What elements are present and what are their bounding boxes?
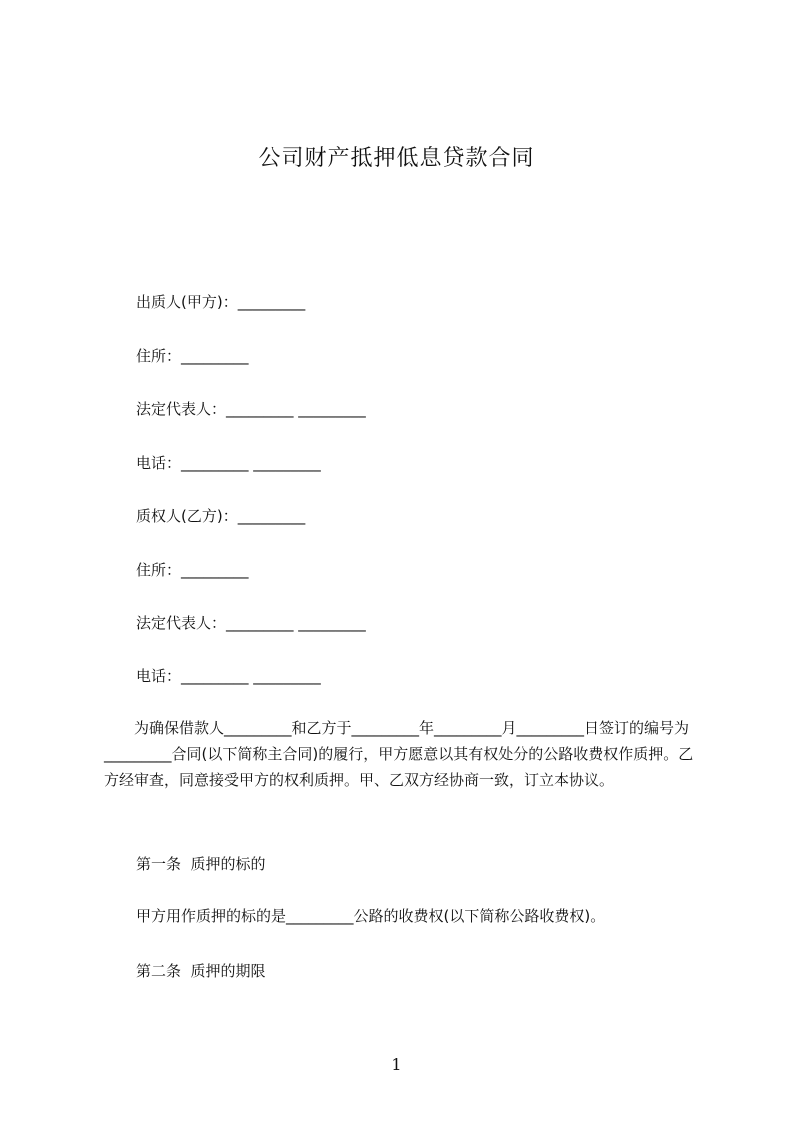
preamble-paragraph: 为确保借款人_________和乙方于_________年_________月_________日签订的编号为_________合同(以下简称主合同)的履行，甲方愿意以其有权处分的公路收费权作质押。乙方经审查，同意接受甲方的权利质押。甲、乙双方经协商一致，订立本协议。 [104, 719, 694, 789]
article2-heading: 第二条 质押的期限 [136, 962, 266, 980]
pledgor-name-field: 出质人(甲方)：_________ [136, 293, 306, 311]
pledgor-address-field: 住所：_________ [136, 347, 249, 365]
pledgor-phone-field: 电话：_________ _________ [136, 454, 321, 472]
pledgee-name-field: 质权人(乙方)：_________ [136, 507, 306, 525]
pledgee-legal-rep-field: 法定代表人：_________ _________ [136, 614, 366, 632]
page-number: 1 [391, 1055, 402, 1074]
pledgor-legal-rep-field: 法定代表人：_________ _________ [136, 400, 366, 418]
document-title: 公司财产抵押低息贷款合同 [258, 146, 535, 171]
pledgee-address-field: 住所：_________ [136, 561, 249, 579]
article1-heading: 第一条 质押的标的 [136, 855, 266, 873]
article1-text: 甲方用作质押的标的是_________公路的收费权(以下简称公路收费权)。 [136, 907, 606, 925]
pledgee-phone-field: 电话：_________ _________ [136, 667, 321, 685]
